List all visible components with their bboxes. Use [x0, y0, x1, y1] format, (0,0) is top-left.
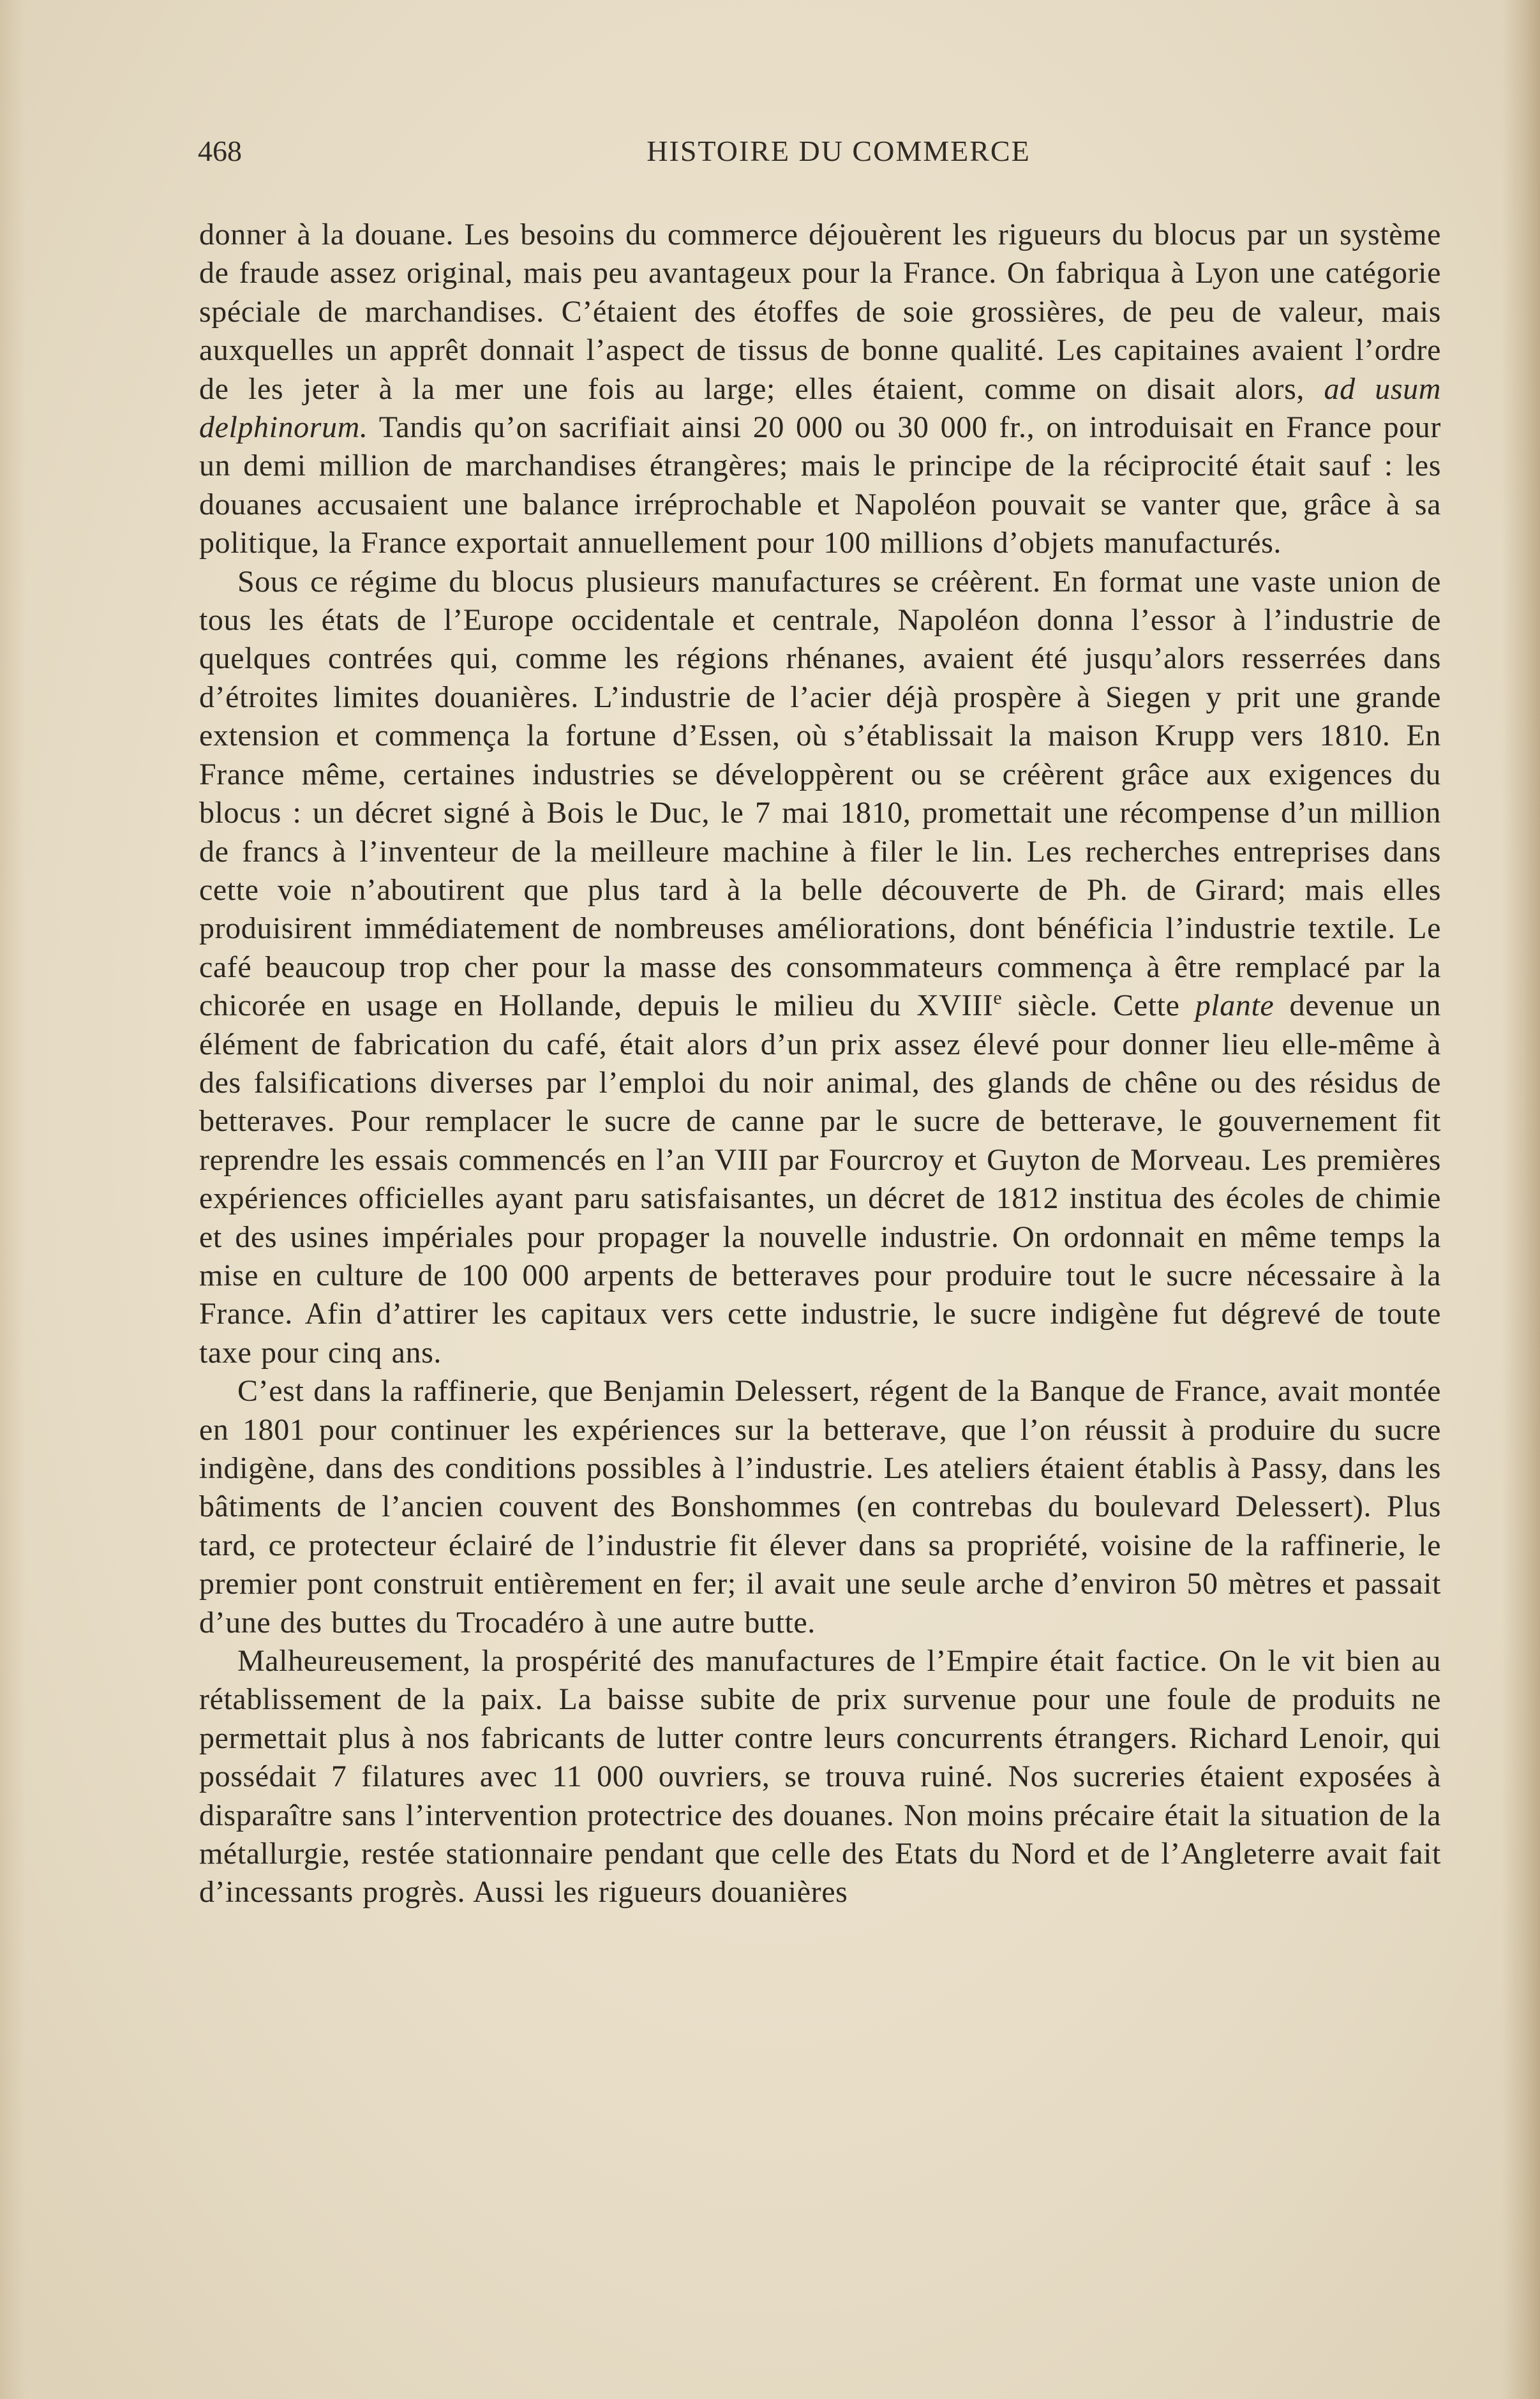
paragraph	[199, 1372, 1441, 1642]
text-run: C’est dans la raffinerie, que Benjamin Delessert, régent de la Banque de France, avait montée en 1801 pour continuer les expériences sur la betterave, que l’on réussit à produire du sucre indigène, dans des conditions possibles à l’industrie. Les ateliers étaient établis à Passy, dans les bâtiments de l’ancien couvent des Bonshommes (en contrebas du boulevard Delessert). Plus tard, ce protecteur éclairé de l’industrie fit élever dans sa propriété, voisine de la raffinerie, le premier pont construit entièrement en fer; il avait une seule arche d’environ 50 mètres et passait d’une des buttes du Trocadéro à une autre butte.	[199, 1374, 1441, 1640]
paragraph	[199, 216, 1441, 563]
text-run: siècle. Cette	[1002, 989, 1195, 1023]
superscript-text: e	[993, 987, 1003, 1009]
text-run: Tandis qu’on sacrifiait ainsi 20 000 ou 30 000 fr., on introduisait en France pour un demi million de marchandises étrangères; mais le principe de la réciprocité était sauf : les douanes accusaient une balance irréprochable et Napoléon pouvait se vanter que, grâce à sa politique, la France exportait annuellement pour 100 millions d’objets manufacturés.	[199, 410, 1441, 560]
text-run: Sous ce régime du blocus plusieurs manufactures se créèrent. En format une vaste union de tous les états de l’Europe occidentale et centrale, Napoléon donna l’essor à l’industrie de quelques contrées qui, comme les régions rhénanes, avaient été jusqu’alors resserrées dans d’étroites limites douanières. L’industrie de l’acier déjà prospère à Siegen y prit une grande extension et commença la fortune d’Essen, où s’établissait la maison Krupp vers 1810. En France même, certaines industries se développèrent ou se créèrent grâce aux exigences du blocus : un décret signé à Bois le Duc, le 7 mai 1810, promettait une récompense d’un million de francs à l’inventeur de la meilleure machine à filer le lin. Les recherches entreprises dans cette voie n’aboutirent que plus tard à la belle découverte de Ph. de Girard; mais elles produisirent immédiatement de nombreuses améliorations, dont bénéficia l’industrie textile. Le café beaucoup trop cher pour la masse des consommateurs commença à être remplacé par la chicorée en usage en Hollande, depuis le milieu du XVIII	[199, 564, 1441, 1023]
paragraph	[199, 1642, 1441, 1912]
page-edge-shadow-left	[0, 0, 26, 2399]
page-edge-shadow-right	[1502, 0, 1540, 2399]
text-run: donner à la douane. Les besoins du commerce déjouèrent les rigueurs du blocus par un système de fraude assez original, mais peu avantageux pour la France. On fabriqua à Lyon une catégorie spéciale de marchandises. C’étaient des étoffes de soie grossières, de peu de valeur, mais auxquelles un apprêt donnait l’aspect de tissus de bonne qualité. Les capitaines avaient l’ordre de les jeter à la mer une fois au large; elles étaient, comme on disait alors,	[199, 218, 1441, 406]
running-header	[198, 134, 1441, 179]
paragraph	[199, 563, 1441, 1373]
page-number: 468	[198, 135, 242, 167]
body-text	[199, 216, 1441, 1912]
running-title: HISTOIRE DU COMMERCE	[647, 135, 1031, 167]
italic-text: ad usum delphinorum.	[199, 371, 1441, 445]
italic-text: plante	[1195, 989, 1275, 1023]
text-run: devenue un élément de fabrication du café, était alors d’un prix assez élevé pour donner lieu elle-même à des falsifications diverses par l’emploi du noir animal, des glands de chêne ou des résidus de betteraves. Pour remplacer le sucre de canne par le sucre de betterave, le gouvernement fit reprendre les essais commencés en l’an VIII par Fourcroy et Guyton de Morveau. Les premières expériences officielles ayant paru satisfaisantes, un décret de 1812 institua des écoles de chimie et des usines impériales pour propager la nouvelle industrie. On ordonnait en même temps la mise en culture de 100 000 arpents de betteraves pour produire tout le sucre nécessaire à la France. Afin d’attirer les capitaux vers cette industrie, le sucre indigène fut dégrevé de toute taxe pour cinq ans.	[199, 989, 1442, 1370]
text-run: Malheureusement, la prospérité des manufactures de l’Empire était factice. On le vit bien au rétablissement de la paix. La baisse subite de prix survenue pour une foule de produits ne permettait plus à nos fabricants de lutter contre leurs concurrents étrangers. Richard Lenoir, qui possédait 7 filatures avec 11 000 ouvriers, se trouva ruiné. Nos sucreries étaient exposées à disparaître sans l’intervention protectrice des douanes. Non moins précaire était la situation de la métallurgie, restée stationnaire pendant que celle des Etats du Nord et de l’Angleterre avait fait d’incessants progrès. Aussi les rigueurs douanières	[199, 1644, 1441, 1909]
